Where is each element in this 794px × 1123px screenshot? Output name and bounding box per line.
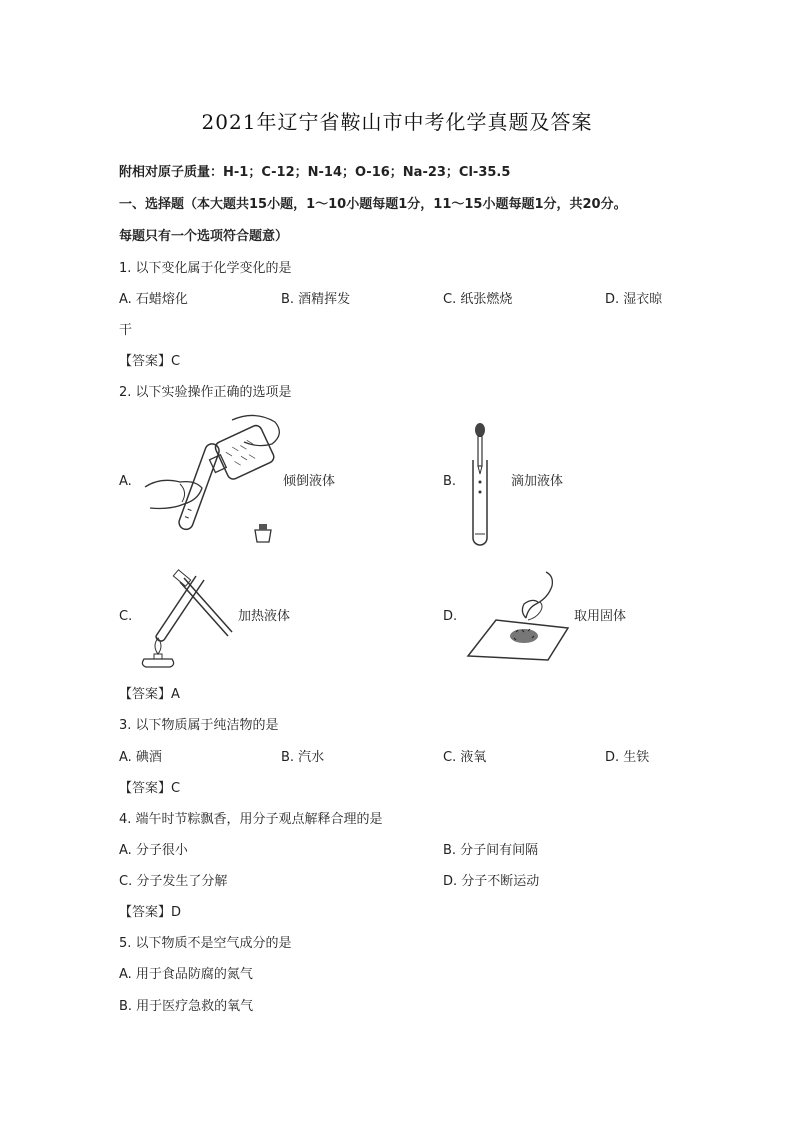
q3-option-d: D. 生铁	[605, 750, 650, 765]
q3-option-b: B. 汽水	[281, 750, 325, 765]
q2-answer: 【答案】A	[119, 687, 180, 702]
q4-option-d: D. 分子不断运动	[443, 874, 540, 889]
q1-option-d: D. 湿衣晾	[605, 292, 663, 307]
q5-option-a: A. 用于食品防腐的氮气	[119, 967, 253, 982]
q2-option-b-letter: B.	[443, 474, 457, 489]
dropper-figure	[465, 420, 495, 548]
question-1-stem: 1. 以下变化属于化学变化的是	[119, 261, 292, 276]
q4-answer: 【答案】D	[119, 905, 182, 920]
section-header: 一、选择题（本大题共15小题，1～10小题每题1分，11～15小题每题1分，共20分。	[119, 197, 627, 212]
q1-option-a: A. 石蜡熔化	[119, 292, 188, 307]
q5-option-b: B. 用于医疗急救的氧气	[119, 999, 254, 1014]
q1-option-b: B. 酒精挥发	[281, 292, 351, 307]
pouring-liquid-figure	[140, 412, 290, 547]
q1-option-c: C. 纸张燃烧	[443, 292, 513, 307]
question-3-stem: 3. 以下物质属于纯洁物的是	[119, 718, 279, 733]
q3-option-c: C. 液氧	[443, 750, 487, 765]
section-header-cont: 每题只有一个选项符合题意）	[119, 229, 289, 244]
q4-option-a: A. 分子很小	[119, 843, 188, 858]
q2-option-a-caption: 倾倒液体	[283, 474, 336, 489]
q4-option-b: B. 分子间有间隔	[443, 843, 539, 858]
q2-option-b-caption: 滴加液体	[511, 474, 564, 489]
taking-solid-figure	[466, 568, 571, 663]
q2-option-d-caption: 取用固体	[574, 609, 627, 624]
q1-option-d-wrap: 干	[119, 323, 133, 338]
atomic-mass-note: 附相对原子质量：H-1；C-12；N-14；O-16；Na-23；Cl-35.5	[119, 165, 511, 180]
q2-option-a-letter: A.	[119, 474, 132, 489]
question-4-stem: 4. 端午时节粽飘香，用分子观点解释合理的是	[119, 812, 383, 827]
heating-liquid-figure	[136, 568, 236, 668]
q3-option-a: A. 碘酒	[119, 750, 162, 765]
q3-answer: 【答案】C	[119, 781, 181, 796]
question-5-stem: 5. 以下物质不是空气成分的是	[119, 936, 292, 951]
q2-option-d-letter: D.	[443, 609, 458, 624]
question-2-stem: 2. 以下实验操作正确的选项是	[119, 385, 292, 400]
q1-answer: 【答案】C	[119, 354, 181, 369]
q2-option-c-caption: 加热液体	[238, 609, 291, 624]
q4-option-c: C. 分子发生了分解	[119, 874, 228, 889]
page-title: 2021年辽宁省鞍山市中考化学真题及答案	[201, 110, 593, 134]
q2-option-c-letter: C.	[119, 609, 133, 624]
